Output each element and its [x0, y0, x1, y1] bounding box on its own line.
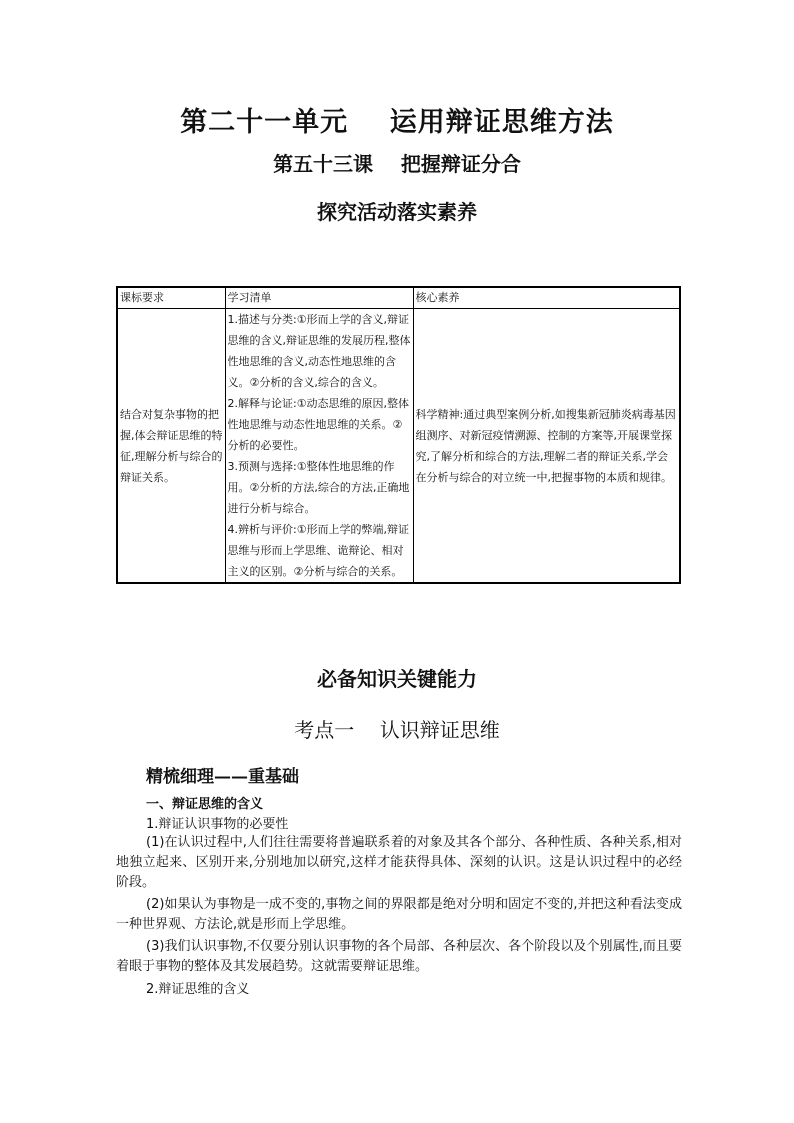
section2-title: 必备知识关键能力	[317, 667, 477, 691]
study-list-cell	[225, 309, 413, 584]
literacy-cell: 科学精神:通过典型案例分析,如搜集新冠肺炎病毒基因组测序、对新冠疫情溯源、控制的方案等,开展课堂探究,了解分析和综合的方法,理解二者的辩证关系,学会在分析与综合的对立统一中,把握事物的本质和规律。	[413, 309, 680, 584]
study-list-item: 3.预测与选择:①整体性地思维的作用。②分析的方法,综合的方法,正确地进行分析与综合。	[227, 460, 410, 515]
unit-title: 第二十一单元 运用辩证思维方法	[180, 107, 614, 138]
study-list-item: 1.描述与分类:①形而上学的含义,辩证思维的含义,辩证思维的发展历程,整体性地思维的含义,动态性地思维的含义。②分析的含义,综合的含义。	[227, 313, 411, 389]
sub-heading-2: 2.辩证思维的含义	[146, 982, 250, 997]
paragraph: (3)我们认识事物,不仅要分别认识事物的各个局部、各种层次、各个阶段以及个别属性,而且要着眼于事物的整体及其发展趋势。这就需要辩证思维。	[116, 939, 682, 974]
paragraph: (2)如果认为事物是一成不变的,事物之间的界限都是绝对分明和固定不变的,并把这种看法变成一种世界观、方法论,就是形而上学思维。	[116, 897, 682, 932]
section-title: 探究活动落实素养	[317, 200, 477, 224]
point-title: 考点一 认识辩证思维	[294, 718, 500, 742]
heading-one: 一、辩证思维的含义	[146, 797, 264, 812]
col-header-literacy: 核心素养	[413, 287, 680, 309]
study-list-item: 4.辨析与评价:①形而上学的弊端,辩证思维与形而上学思维、诡辩论、相对主义的区别。②分析与综合的关系。	[227, 523, 410, 578]
study-list-item: 2.解释与论证:①动态思维的原因,整体性地思维与动态性地思维的关系。②分析的必要性。	[227, 397, 410, 452]
requirement-cell: 结合对复杂事物的把握,体会辩证思维的特征,理解分析与综合的辩证关系。	[117, 309, 225, 584]
subtitle: 精梳细理——重基础	[146, 767, 299, 787]
col-header-study-list: 学习清单	[225, 287, 413, 309]
curriculum-table	[116, 286, 681, 584]
col-header-requirement: 课标要求	[117, 287, 225, 309]
sub-heading-1: 1.辩证认识事物的必要性	[146, 817, 289, 832]
table-row	[117, 309, 680, 584]
paragraph: (1)在认识过程中,人们往往需要将普遍联系着的对象及其各个部分、各种性质、各种关系,相对地独立起来、区别开来,分别地加以研究,这样才能获得具体、深刻的认识。这是认识过程中的必经阶段。	[116, 835, 682, 890]
lesson-title: 第五十三课 把握辩证分合	[273, 152, 521, 176]
table-header-row	[117, 287, 680, 309]
